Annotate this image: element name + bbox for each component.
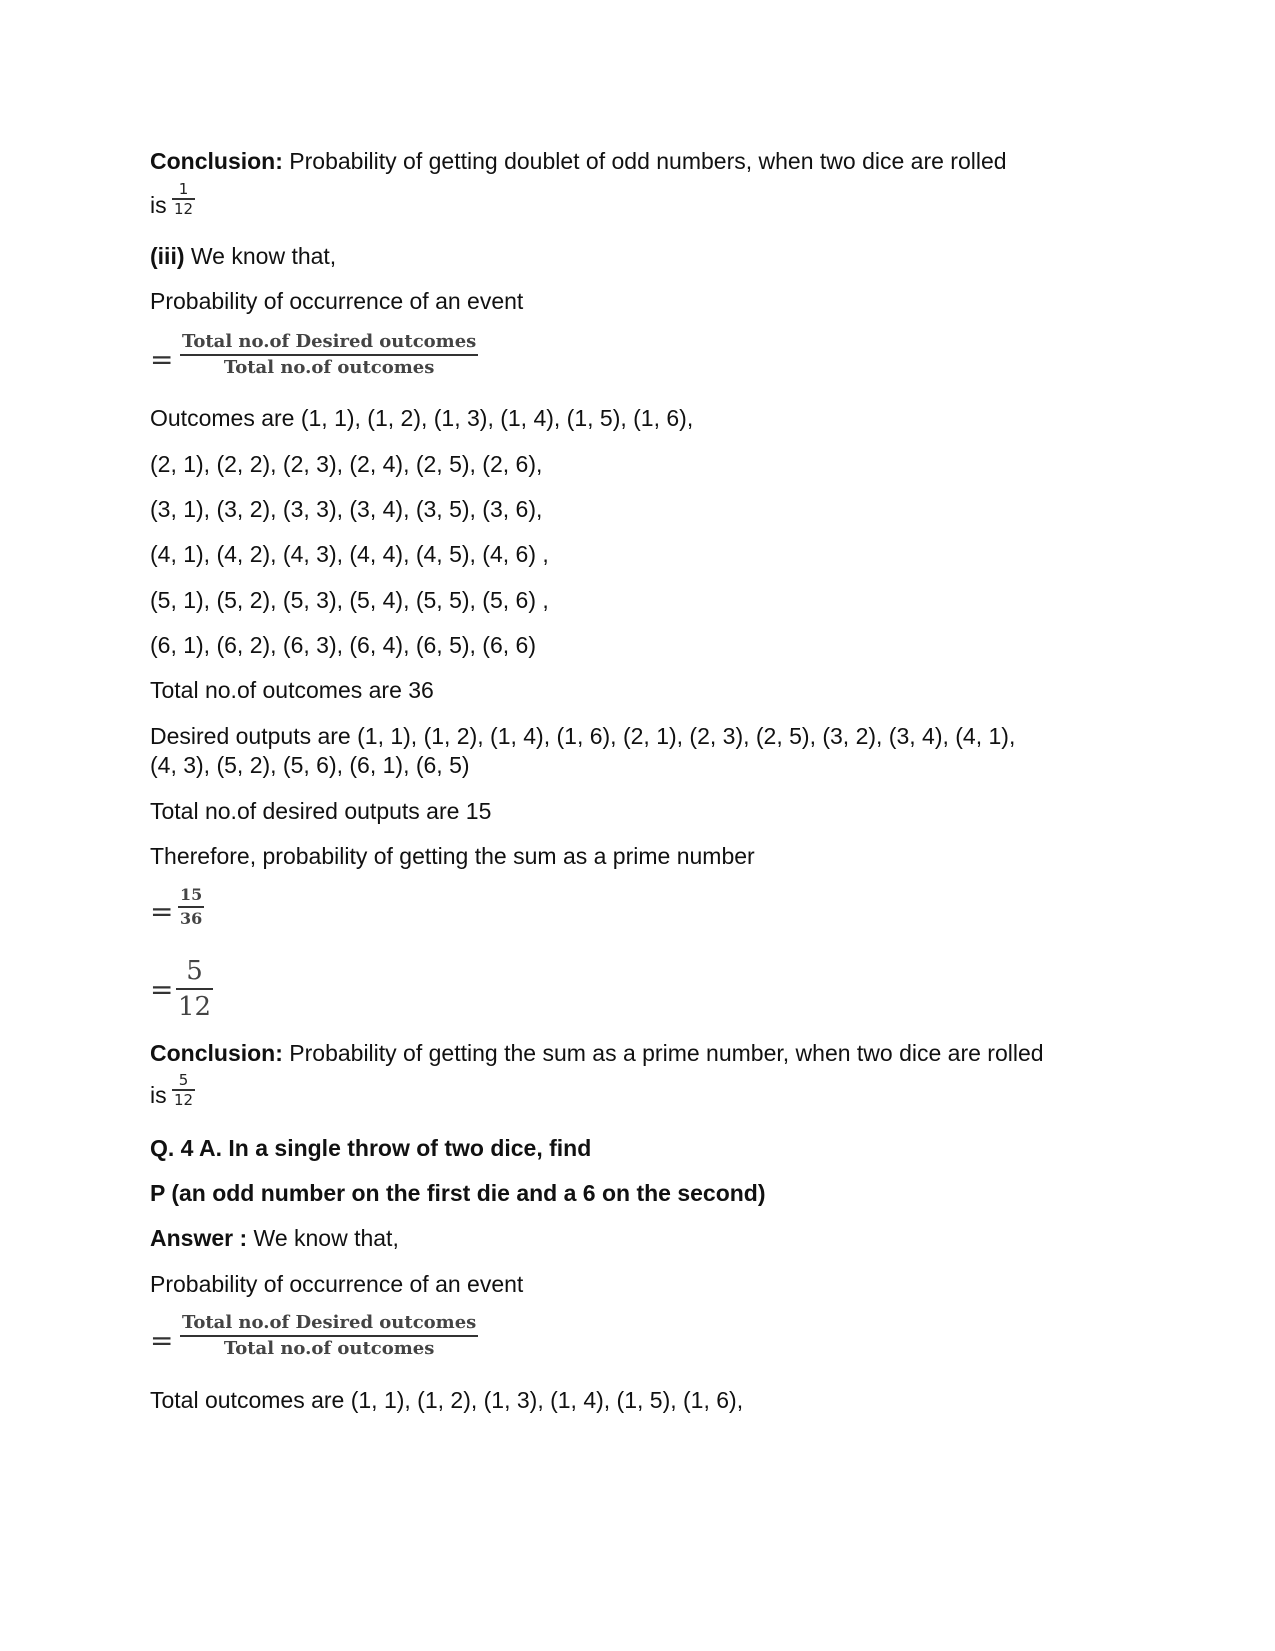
outcomes-row: (3, 1), (3, 2), (3, 3), (3, 4), (3, 5), (3, 6), bbox=[150, 496, 543, 522]
part-iii-intro bbox=[150, 241, 336, 271]
formula-denominator: Total no.of outcomes bbox=[223, 356, 435, 378]
fraction-numerator: 15 bbox=[180, 885, 203, 904]
conclusion-paragraph bbox=[150, 146, 1007, 176]
part-text: We know that, bbox=[184, 243, 337, 269]
desired-outputs-line-2: (4, 3), (5, 2), (5, 6), (6, 1), (6, 5) bbox=[150, 752, 470, 778]
probability-definition: Probability of occurrence of an event bbox=[150, 1271, 524, 1297]
answer-intro bbox=[150, 1223, 399, 1253]
fraction-denominator: 12 bbox=[174, 1090, 194, 1109]
therefore-line: Therefore, probability of getting the sum as a prime number bbox=[150, 843, 755, 869]
total-outcomes: Total no.of outcomes are 36 bbox=[150, 677, 434, 703]
question-line-1: Q. 4 A. In a single throw of two dice, find bbox=[150, 1135, 592, 1161]
fraction-denominator: 12 bbox=[174, 199, 194, 218]
conclusion-is: is bbox=[150, 1082, 167, 1108]
fraction-15-36 bbox=[178, 884, 204, 930]
desired-outputs-line-1: Desired outputs are (1, 1), (1, 2), (1, 4), (1, 6), (2, 1), (2, 3), (2, 5), (3, 2), (3, 4), (4, 1), bbox=[150, 723, 1016, 749]
fraction-denominator: 12 bbox=[178, 991, 212, 1022]
conclusion-label: Conclusion: bbox=[150, 148, 283, 174]
outcomes-row: (2, 1), (2, 2), (2, 3), (2, 4), (2, 5), (2, 6), bbox=[150, 451, 543, 477]
fraction-numerator: 5 bbox=[178, 1071, 189, 1089]
fraction-denominator: 36 bbox=[180, 908, 203, 928]
fraction-numerator: 5 bbox=[186, 956, 203, 986]
total-outcomes-line: Total outcomes are (1, 1), (1, 2), (1, 3), (1, 4), (1, 5), (1, 6), bbox=[150, 1387, 744, 1413]
answer-text: We know that, bbox=[247, 1225, 399, 1251]
conclusion-paragraph bbox=[150, 1038, 1044, 1068]
question-line-2: P (an odd number on the first die and a 6 on the second) bbox=[150, 1180, 766, 1206]
outcomes-row: (5, 1), (5, 2), (5, 3), (5, 4), (5, 5), (5, 6) , bbox=[150, 587, 549, 613]
outcomes-row: (4, 1), (4, 2), (4, 3), (4, 4), (4, 5), (4, 6) , bbox=[150, 541, 549, 567]
probability-formula bbox=[180, 1311, 478, 1361]
conclusion-is: is bbox=[150, 192, 167, 218]
probability-formula bbox=[180, 330, 478, 380]
equals-sign: = bbox=[150, 895, 174, 928]
equals-sign: = bbox=[150, 343, 174, 376]
formula-denominator: Total no.of outcomes bbox=[223, 1337, 435, 1359]
fraction-5-12 bbox=[176, 954, 213, 1024]
equals-sign: = bbox=[150, 1324, 174, 1357]
conclusion-fraction bbox=[172, 180, 195, 218]
answer-label: Answer : bbox=[150, 1225, 248, 1251]
outcomes-row: Outcomes are (1, 1), (1, 2), (1, 3), (1, 4), (1, 5), (1, 6), bbox=[150, 405, 694, 431]
conclusion-label: Conclusion: bbox=[150, 1040, 283, 1066]
equals-sign: = bbox=[150, 973, 174, 1006]
fraction-numerator: 1 bbox=[178, 180, 189, 198]
total-desired: Total no.of desired outputs are 15 bbox=[150, 798, 492, 824]
conclusion-fraction bbox=[172, 1071, 195, 1109]
part-label: (iii) bbox=[150, 243, 185, 269]
outcomes-row: (6, 1), (6, 2), (6, 3), (6, 4), (6, 5), (6, 6) bbox=[150, 632, 536, 658]
conclusion-text: Probability of getting doublet of odd numbers, when two dice are rolled bbox=[282, 148, 1007, 174]
conclusion-text: Probability of getting the sum as a prime number, when two dice are rolled bbox=[282, 1040, 1044, 1066]
probability-definition: Probability of occurrence of an event bbox=[150, 288, 524, 314]
formula-numerator: Total no.of Desired outcomes bbox=[182, 1312, 477, 1333]
formula-numerator: Total no.of Desired outcomes bbox=[182, 331, 477, 352]
